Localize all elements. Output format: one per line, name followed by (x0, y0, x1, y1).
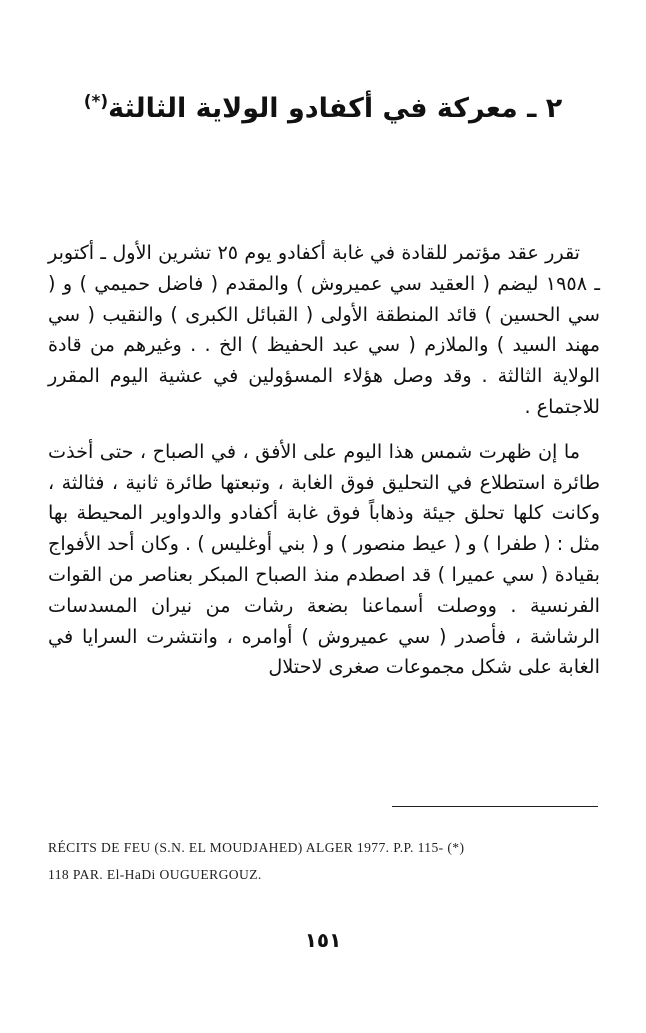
paragraph-conference: تقرر عقد مؤتمر للقادة في غابة أكفادو يوم ٢٥ تشرين الأول ـ أكتوبر ـ ١٩٥٨ ليضم ( العقيد سي عميروش ) والمقدم ( فاضل حميمي ) و ( سي الحسين ) قائد المنطقة الأولى ( القبائل الكبرى ) والنقيب ( سي مهند السيد ) والملازم ( سي عبد الحفيظ ) الخ . . وغيرهم من قادة الولاية الثالثة . وقد وصل هؤلاء المسؤولين في عشية اليوم المقرر للاجتماع . (48, 241, 600, 418)
body-text (48, 238, 600, 683)
chapter-title-text: ٢ ـ معركة في أكفادو الولاية الثالثة (108, 93, 563, 124)
footnote-line-2: 118 PAR. El-HaDi OUGUERGOUZ. (48, 867, 262, 882)
page-number: ١٥١ (304, 928, 342, 952)
footnote-line-1: RÉCITS DE FEU (S.N. EL MOUDJAHED) ALGER 1977. P.P. 115- (*) (48, 840, 465, 855)
footnote-reference-mark: (*) (83, 92, 109, 112)
footnote-separator (392, 806, 598, 807)
footnote (48, 834, 608, 888)
chapter-title (70, 82, 576, 129)
paragraph-morning-aircraft: ما إن ظهرت شمس هذا اليوم على الأفق ، في الصباح ، حتى أخذت طائرة استطلاع في التحليق فوق الغابة ، وتبعتها طائرة ثانية ، فثالثة ، وكانت كلها تحلق جيئة وذهاباً فوق غابة أكفادو والدواوير المحيطة بها مثل : ( طفرا ) و ( عيط منصور ) و ( بني أوغليس ) . وكان أحد الأفواج بقيادة ( سي عميرا ) قد اصطدم منذ الصباح المبكر بعناصر من القوات الفرنسية . ووصلت أسماعنا بضعة رشات من نيران المسدسات الرشاشة ، فأصدر ( سي عميروش ) أوامره ، وانتشرت السرايا في الغابة على شكل مجموعات صغرى لاحتلال (48, 439, 600, 679)
